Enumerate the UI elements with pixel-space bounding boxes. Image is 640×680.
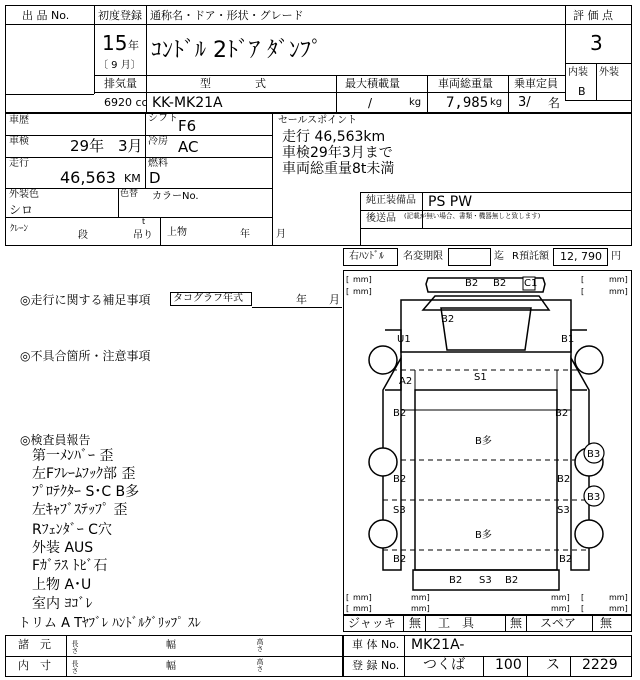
chassis-value: MK21A- bbox=[411, 637, 465, 653]
name-change-label: 名変期限 bbox=[403, 251, 443, 262]
damage-code: B2 bbox=[493, 278, 507, 289]
divider bbox=[427, 75, 428, 113]
later-items-label: 後送品 bbox=[366, 213, 396, 224]
damage-code: B3 bbox=[587, 449, 601, 460]
mm-label: mm] bbox=[609, 593, 628, 602]
displacement-label: 排気量 bbox=[104, 77, 137, 90]
damage-code: S3 bbox=[557, 505, 570, 516]
tachograph-prefix: ◎走行に関する補足事項 bbox=[20, 293, 151, 307]
later-items-note: (記載が無い場合、書類・機器無しと致します) bbox=[404, 212, 541, 220]
cargo-bed bbox=[415, 390, 557, 570]
damage-code: U1 bbox=[397, 334, 411, 345]
reg-class: 100 bbox=[495, 657, 522, 673]
divider bbox=[422, 192, 423, 228]
sales-point-line-1: 走行 46,563km bbox=[282, 129, 386, 145]
divider bbox=[425, 615, 426, 632]
interior-label: 内装 bbox=[568, 67, 588, 78]
divider bbox=[360, 192, 361, 246]
divider bbox=[570, 656, 571, 677]
divider bbox=[505, 615, 506, 632]
ac-label: 冷房 bbox=[148, 136, 168, 147]
rhd-label: 右ﾊﾝﾄﾞﾙ bbox=[349, 251, 384, 262]
exterior-label: 外装 bbox=[599, 67, 619, 78]
mm-bracket: [ bbox=[581, 604, 585, 613]
mm-label: mm] bbox=[551, 593, 570, 602]
divider bbox=[5, 656, 343, 657]
divider bbox=[403, 615, 404, 632]
divider bbox=[94, 92, 565, 93]
reg-number: 2229 bbox=[582, 657, 618, 673]
crane-stage-unit: 段 bbox=[78, 230, 88, 241]
width-label: 幅 bbox=[166, 640, 176, 651]
damage-code: B2 bbox=[557, 474, 571, 485]
crane-lift-label: 吊り bbox=[133, 230, 153, 241]
genuine-equipment-value: PS PW bbox=[428, 194, 473, 210]
upper-month-unit: 月 bbox=[276, 229, 286, 240]
divider bbox=[360, 192, 632, 193]
lot-no-label: 出 品 No. bbox=[22, 9, 70, 22]
mm-label: mm] bbox=[609, 287, 628, 296]
damage-code: B2 bbox=[393, 554, 407, 565]
inner-label: 内 寸 bbox=[18, 659, 51, 672]
genuine-equipment-label: 純正装備品 bbox=[366, 195, 416, 206]
vehicle-damage-diagram bbox=[343, 270, 632, 615]
damage-code: B多 bbox=[475, 436, 492, 447]
damage-code: S3 bbox=[393, 505, 406, 516]
inspector-line-8: 上物 A･U bbox=[32, 577, 92, 593]
mm-bracket: [ bbox=[346, 275, 350, 284]
year-unit: 年 bbox=[128, 39, 139, 52]
damage-code: B2 bbox=[393, 474, 407, 485]
sales-point-line-3: 車両総重量8t未満 bbox=[282, 161, 395, 177]
windshield bbox=[441, 308, 531, 350]
divider bbox=[565, 63, 632, 64]
wheel-rear-left-1 bbox=[369, 448, 397, 476]
reg-area: つくば bbox=[423, 657, 465, 673]
damage-code: S3 bbox=[479, 575, 492, 586]
upper-year-unit: 年 bbox=[240, 229, 250, 240]
divider bbox=[5, 94, 94, 95]
height-label: 高さ bbox=[256, 658, 264, 672]
capacity-value: 3/ bbox=[518, 95, 531, 110]
damage-code: S1 bbox=[474, 372, 487, 383]
divider bbox=[592, 615, 593, 632]
mm-bracket: [ bbox=[346, 287, 350, 296]
crane-lift-t: t bbox=[142, 217, 146, 226]
mm-label: mm] bbox=[551, 604, 570, 613]
divider bbox=[404, 635, 405, 677]
divider bbox=[565, 100, 632, 101]
model-value: KK-MK21A bbox=[152, 95, 223, 111]
mm-label: mm] bbox=[411, 604, 430, 613]
inspection-label: 車検 bbox=[9, 136, 29, 147]
first-reg-year: 15 bbox=[102, 31, 128, 55]
displacement-value: 6920 cc bbox=[104, 96, 148, 109]
divider bbox=[336, 75, 337, 113]
width-label: 幅 bbox=[166, 661, 176, 672]
damage-code: B2 bbox=[449, 575, 463, 586]
mm-label: mm] bbox=[609, 604, 628, 613]
inspector-line-4: 左ｷｬﾌﾞｽﾃｯﾌﾟ 歪 bbox=[32, 502, 128, 518]
crane-label: ｸﾚｰﾝ bbox=[10, 224, 29, 234]
damage-code: B2 bbox=[555, 408, 569, 419]
mm-label: mm] bbox=[353, 287, 372, 296]
inspector-line-1: 第一ﾒﾝﾊﾞｰ 歪 bbox=[32, 448, 114, 464]
reg-kana: ス bbox=[546, 657, 560, 673]
mm-label: mm] bbox=[353, 275, 372, 284]
divider bbox=[145, 113, 146, 188]
divider bbox=[483, 656, 484, 677]
inspector-line-10: トリム A Tﾔﾌﾞﾚ ﾊﾝﾄﾞﾙｸﾞﾘｯﾌﾟ ｽﾚ bbox=[18, 616, 201, 631]
wheel-front-left bbox=[369, 346, 397, 374]
mm-label: mm] bbox=[353, 604, 372, 613]
divider bbox=[5, 157, 272, 158]
divider bbox=[565, 5, 566, 100]
mm-bracket: [ bbox=[581, 287, 585, 296]
divider bbox=[360, 210, 632, 211]
spare-label: スペア bbox=[540, 616, 577, 630]
max-load-label: 最大積載量 bbox=[345, 77, 400, 90]
color-no-label: 色替 bbox=[120, 189, 139, 199]
first-reg-label: 初度登録 bbox=[98, 9, 142, 22]
color-label: 外装色 bbox=[9, 189, 39, 200]
wheel-rear-left-2 bbox=[369, 520, 397, 548]
length-label: 長さ bbox=[71, 640, 79, 654]
mm-label: mm] bbox=[411, 593, 430, 602]
sales-points-label: セールスポイント bbox=[278, 115, 358, 126]
divider bbox=[66, 635, 67, 677]
max-load-unit: kg bbox=[409, 97, 422, 108]
inspection-year: 29年 bbox=[70, 137, 105, 155]
damage-code: B3 bbox=[587, 492, 601, 503]
gvw-value: 7,985 bbox=[446, 95, 489, 111]
wheel-rear-right-2 bbox=[575, 520, 603, 548]
damage-code: B1 bbox=[561, 334, 575, 345]
max-load-value: / bbox=[368, 96, 373, 110]
name-change-box bbox=[448, 248, 491, 266]
defects-label: ◎不具合箇所・注意事項 bbox=[20, 349, 151, 363]
divider bbox=[5, 135, 272, 136]
divider bbox=[360, 228, 632, 229]
r-deposit-value: 12, 790 bbox=[560, 250, 602, 263]
yen-label: 円 bbox=[611, 251, 621, 262]
mileage-label: 走行 bbox=[9, 158, 29, 169]
damage-code: B2 bbox=[465, 278, 479, 289]
gvw-label: 車両総重量 bbox=[438, 77, 493, 90]
inspector-line-5: Rﾌｪﾝﾀﾞｰ C穴 bbox=[32, 522, 112, 538]
mm-bracket: [ bbox=[581, 593, 585, 602]
divider bbox=[5, 217, 272, 218]
divider bbox=[94, 5, 95, 94]
mm-bracket: [ bbox=[346, 604, 350, 613]
reg-label: 登 録 No. bbox=[352, 659, 400, 672]
color-code-label: カラーNo. bbox=[152, 191, 199, 202]
divider bbox=[596, 63, 597, 100]
inspector-label: ◎検査員報告 bbox=[20, 433, 91, 447]
name-label: 通称名・ドア・形状・グレード bbox=[150, 9, 304, 22]
rating-label: 評 価 点 bbox=[573, 9, 613, 22]
history-label: 車歴 bbox=[9, 115, 29, 126]
shift-value: F6 bbox=[178, 117, 197, 135]
specs-label: 諸 元 bbox=[18, 638, 51, 651]
divider bbox=[527, 656, 528, 677]
inspector-line-3: ﾌﾟﾛﾃｸﾀｰ S･C B多 bbox=[32, 484, 140, 500]
tools-value: 無 bbox=[510, 616, 523, 630]
divider bbox=[508, 75, 509, 113]
tachograph-label: タコグラフ年式 bbox=[173, 293, 243, 304]
divider bbox=[272, 113, 273, 246]
upper-label: 上物 bbox=[167, 227, 187, 238]
capacity-label: 乗車定員 bbox=[514, 77, 558, 90]
inspector-line-9: 室内 ﾖｺﾞﾚ bbox=[32, 596, 93, 612]
rating-value: 3 bbox=[590, 31, 603, 55]
first-reg-month: 〔 9 月〕 bbox=[98, 60, 141, 71]
inspector-line-7: Fｶﾞﾗｽ ﾄﾋﾞ石 bbox=[32, 558, 108, 574]
mm-bracket: [ bbox=[346, 593, 350, 602]
divider bbox=[118, 188, 119, 217]
divider bbox=[5, 24, 632, 25]
mm-bracket: [ bbox=[581, 275, 585, 284]
r-deposit-label: R預託額 bbox=[512, 251, 549, 262]
damage-code: B2 bbox=[393, 408, 407, 419]
sales-point-line-2: 車検29年3月まで bbox=[282, 145, 393, 161]
model-label: 型 式 bbox=[200, 77, 266, 90]
gvw-unit: kg bbox=[490, 97, 503, 108]
shift-label: シフト bbox=[148, 113, 178, 124]
chassis-label: 車 体 No. bbox=[352, 638, 400, 651]
damage-code: B2 bbox=[505, 575, 519, 586]
tachograph-year: 年 bbox=[296, 293, 307, 306]
damage-code: C1 bbox=[524, 278, 538, 289]
damage-code: B2 bbox=[559, 554, 573, 565]
interior-value: B bbox=[578, 85, 586, 98]
inspector-line-6: 外装 AUS bbox=[32, 540, 94, 556]
tachograph-underline bbox=[252, 307, 342, 308]
fuel-value: D bbox=[149, 169, 161, 187]
capacity-unit: 名 bbox=[548, 96, 561, 110]
vehicle-name: ｺﾝﾄﾞﾙ 2ﾄﾞｱ ﾀﾞﾝﾌﾟ bbox=[151, 38, 322, 63]
wheel-front-right bbox=[575, 346, 603, 374]
tools-label: 工 具 bbox=[438, 616, 475, 630]
divider bbox=[5, 188, 272, 189]
damage-code: B多 bbox=[475, 530, 492, 541]
spare-value: 無 bbox=[600, 616, 613, 630]
divider bbox=[526, 615, 527, 632]
inspection-month: 3月 bbox=[118, 137, 143, 155]
fuel-label: 燃料 bbox=[148, 158, 168, 169]
jack-label: ジャッキ bbox=[348, 616, 396, 630]
mileage-unit: KM bbox=[124, 172, 141, 185]
damage-code: B2 bbox=[441, 314, 455, 325]
divider bbox=[94, 75, 565, 76]
length-label: 長さ bbox=[71, 660, 79, 674]
damage-code: A2 bbox=[399, 376, 413, 387]
mm-label: mm] bbox=[353, 593, 372, 602]
jack-value: 無 bbox=[409, 616, 422, 630]
color-value: シロ bbox=[9, 203, 34, 217]
tachograph-month: 月 bbox=[329, 293, 340, 306]
mileage-value: 46,563 bbox=[60, 168, 116, 187]
height-label: 高さ bbox=[256, 638, 264, 652]
name-change-unit: 迄 bbox=[494, 251, 504, 262]
inspector-line-2: 左Fﾌﾚｰﾑﾌｯｸ部 歪 bbox=[32, 466, 136, 482]
ac-value: AC bbox=[178, 138, 199, 156]
divider bbox=[160, 217, 161, 246]
mm-label: mm] bbox=[609, 275, 628, 284]
